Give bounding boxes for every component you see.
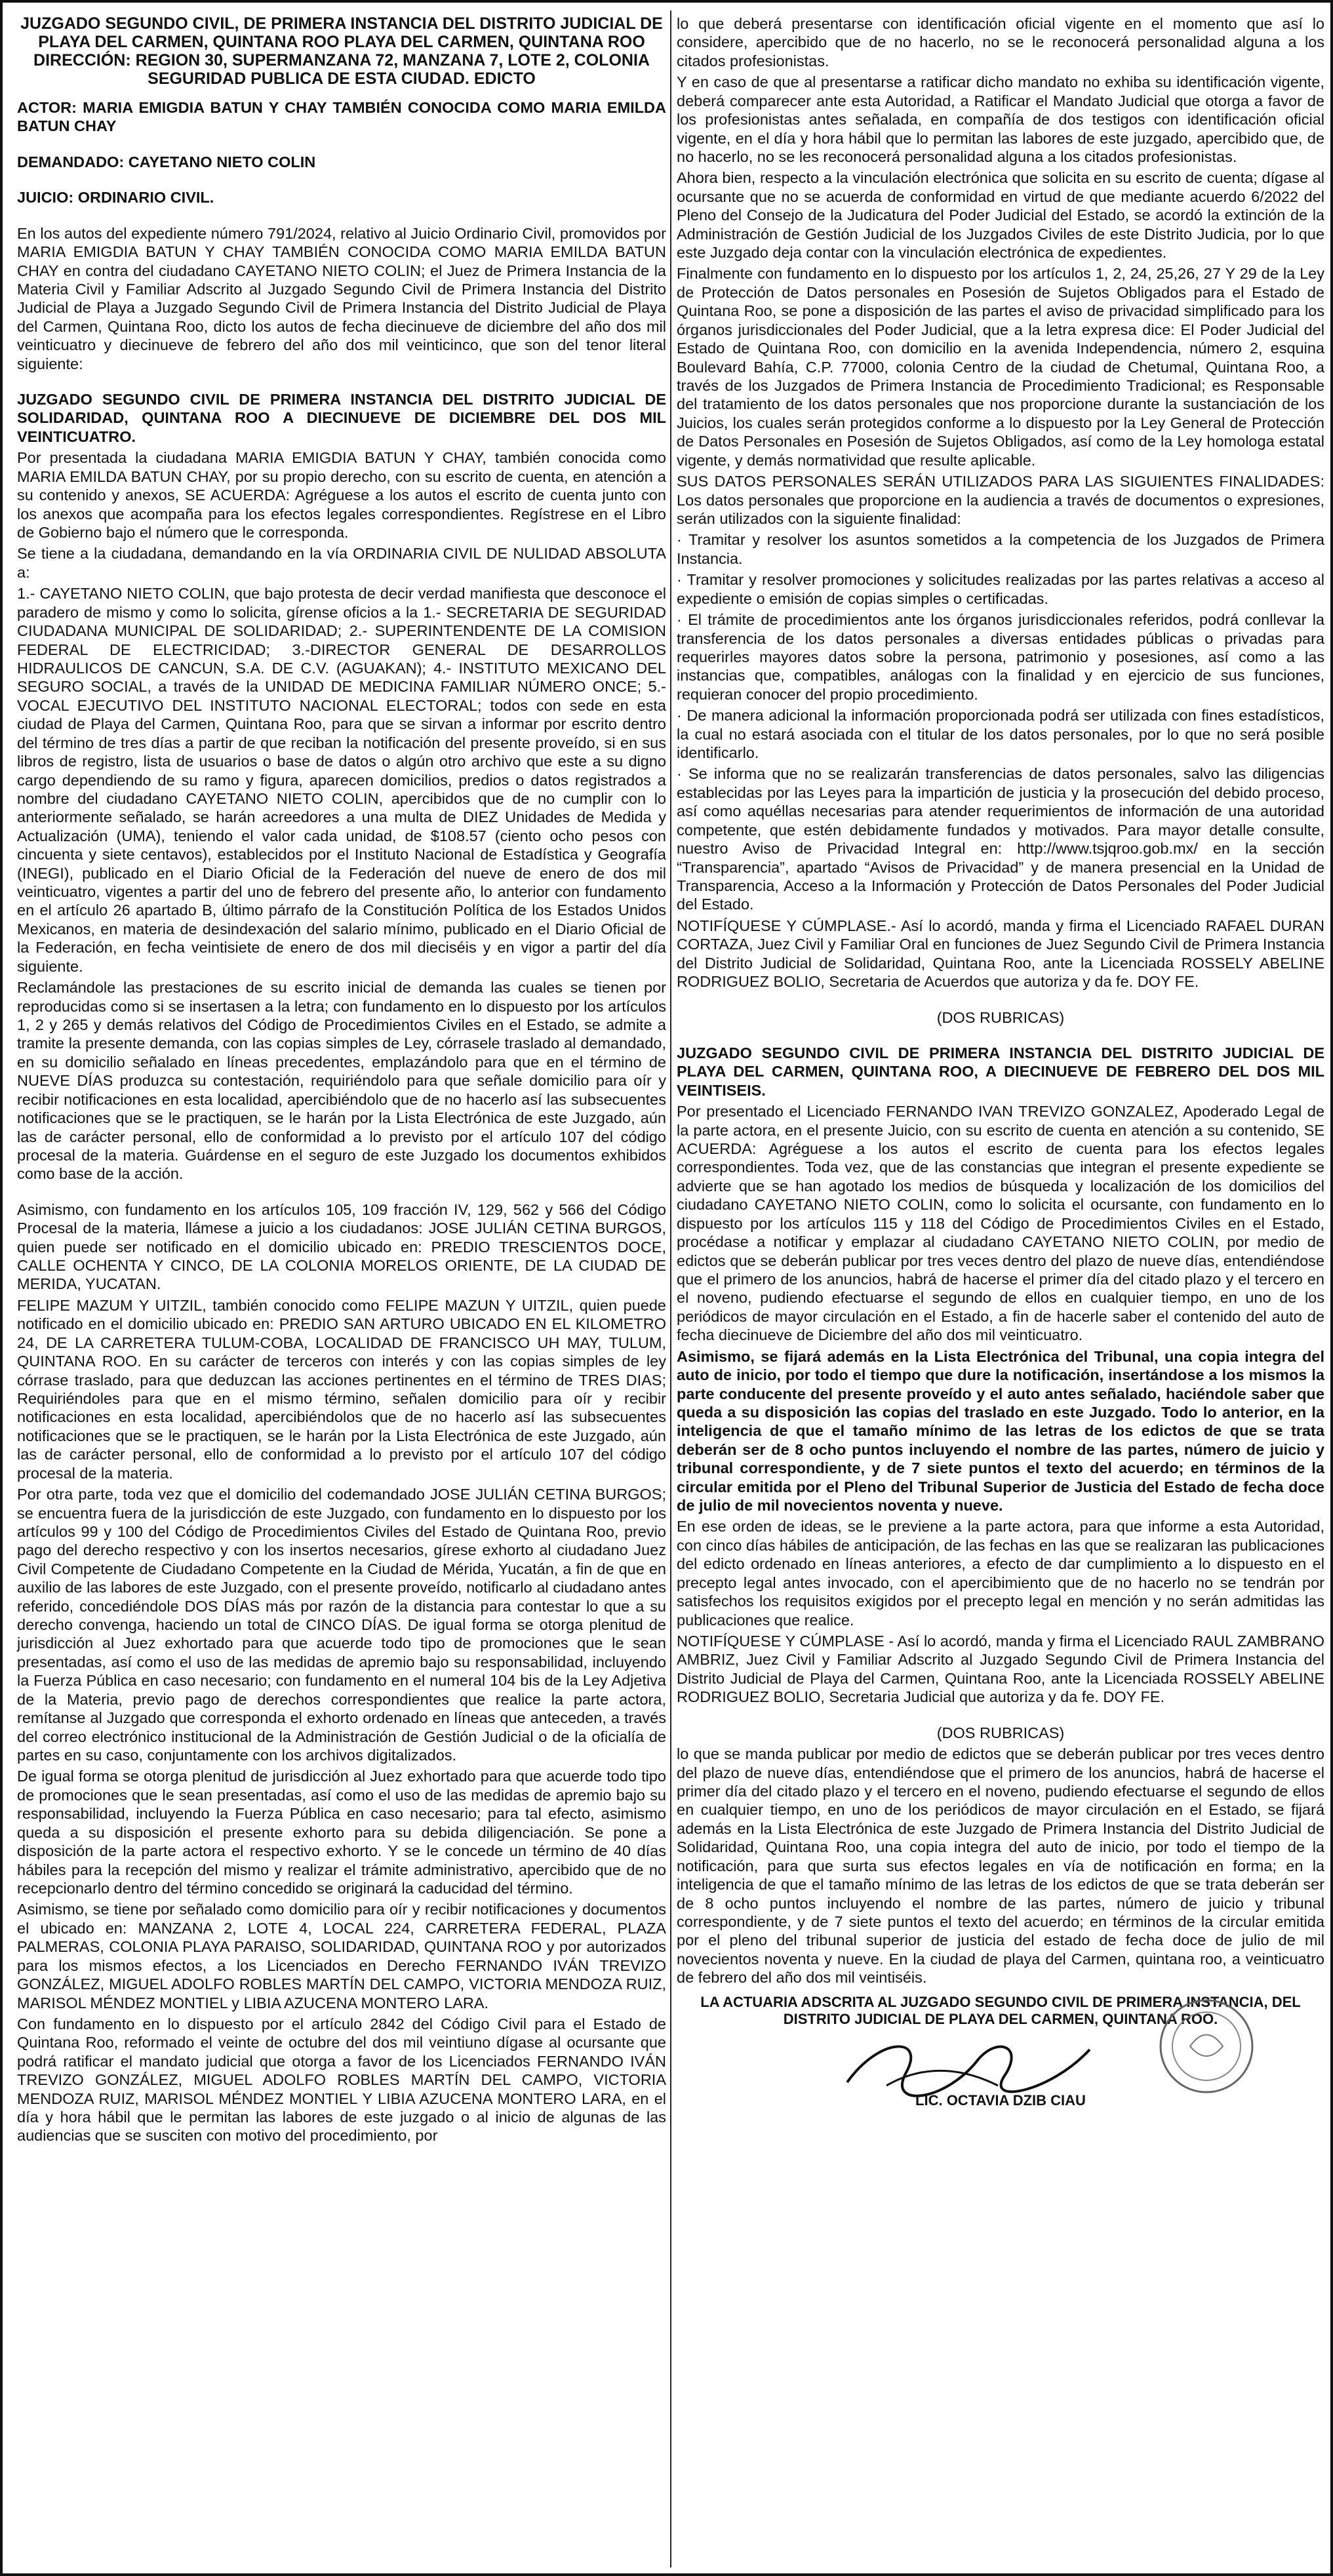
spacer	[17, 210, 666, 224]
paragraph-jurisdiccion: De igual forma se otorga plenitud de jurisdicción al Juez exhortado para que acuerde todo tipo de promociones que le sean presentadas, así como el uso de las medidas de apremio bajo su responsabilidad, incluyendo la Fuerza Pública en caso necesario; para tal efecto, asimismo queda a su disposición el presente exhorto para su debida diligenciación. Se pone a disposición de la parte actora el respectivo exhorto. Y se le concede un término de 40 días hábiles para la recepción del mismo y realizar el trámite administrativo, apercibido que de no recepcionarlo dentro del término concedido se originará la caducidad del término.	[17, 1768, 666, 1897]
spacer	[17, 376, 666, 390]
spacer	[677, 1029, 1324, 1044]
paragraph-exhorto: Por otra parte, toda vez que el domicilio del codemandado JOSE JULIÁN CETINA BURGOS; se encuentra fuera de la jurisdicción de este Juzgado, con fundamento en lo dispuesto por los artículos 99 y 100 del Código de Procedimientos Civiles del Estado de Quintana Roo, previo pago del derecho respectivo y con los insertos necesarios, gírese exhorto al ciudadano Juez Civil Competente de Ciudadano Competente en la Ciudad de Mérida, Yucatán, a fin de que en auxilio de las labores de este Juzgado, con el presente proveído, notificarlo al ciudadano antes referido, concediéndole DOS DÍAS más por razón de la distancia para contestar lo que a su derecho convenga, haciendo un total de CINCO DÍAS. De igual forma se otorga plenitud de jurisdicción al Juez exhortado para que acuerde todo tipo de promociones que le sean presentadas, así como el uso de las medidas de apremio bajo su responsabilidad, incluyendo la Fuerza Pública en caso necesario; con fundamento en el numeral 104 bis de la Ley Adjetiva de la Materia, previo pago de derechos correspondientes que realice la parte actora, remítanse al Juzgado que corresponda el exhorto ordenado en líneas que anteceden, a través del correo electrónico institucional de la Administración de Gestión Judicial o de la oficialía de partes en su caso, conjuntamente con los archivos digitalizados.	[17, 1486, 666, 1764]
actuaria-name: LIC. OCTAVIA DZIB CIAU	[915, 2091, 1086, 2109]
court-seal-icon	[1128, 1994, 1285, 2105]
paragraph-datos: Finalmente con fundamento en lo dispuesto por los artículos 1, 2, 24, 25,26, 27 Y 29 de la Ley de Protección de Datos personales en Posesión de Sujetos Obligados para el Estado de Quintana Roo, se pone a disposición de las partes el aviso de privacidad simplificado para los órganos jurisdiccionales del Poder Judicial, que a la letra expresa dice: El Poder Judicial del Estado de Quintana Roo, con domicilio en la avenida Independencia, número 2, esquina Boulevard Bahía, C.P. 77000, colonia Centro de la ciudad de Chetumal, Quintana Roo, a través de los Juzgados de Primera Instancia de Procedimiento Tradicional; es Responsable del tratamiento de los datos personales que nos proporcione durante la sustanciación de los Juicios, los cuales serán protegidos conforme a lo dispuesto por la Ley General de Protección de Datos Personales en Posesión de Sujetos Obligados, así como de la Ley homologa estatal vigente, y demás normatividad que resulte aplicable.	[677, 265, 1324, 469]
paragraph-notifiquese-1: NOTIFÍQUESE Y CÚMPLASE.- Así lo acordó, manda y firma el Licenciado RAFAEL DURAN CORTAZA, Juez Civil y Familiar Oral en funciones de Juez Segundo Civil de Primera Instancia del Distrito Judicial de Solidaridad, Quintana Roo, ante la Licenciada ROSSELY ABELINE RODRIGUEZ BOLIO, Secretaria de Acuerdos que autoriza y da fe. DOY FE.	[677, 917, 1324, 991]
paragraph-edictos: Por presentado el Licenciado FERNANDO IVAN TREVIZO GONZALEZ, Apoderado Legal de la parte actora, en el presente Juicio, con su escrito de cuenta en atención a su contenido, SE ACUERDA: Agréguese a los autos el escrito de cuenta para los efectos legales correspondientes. Toda vez, que de las constancias que integran el presente expediente se advierte que se han agotado los medios de búsqueda y localización de los domicilios del ciudadano CAYETANO NIETO COLIN, como lo solicita el ocursante, con fundamento en lo dispuesto por los artículos 115 y 118 del Código de Procedimientos Civiles en el Estado, procédase a notificar y emplazar al ciudadano CAYETANO NIETO COLIN, por medio de edictos que se deberán publicar por tres veces dentro del plazo de nueve días, entendiéndose que el primero de los anuncios, habrá de hacerse el primer día del citado plazo y el tercero en el noveno, pudiendo efectuarse el segundo de ellos en cualquier tiempo, en uno de los periódicos de mayor circulación en el Estado, a fin de hacerle saber el contenido del auto de fecha diecinueve de Diciembre del año dos mil veinticuatro.	[677, 1103, 1324, 1344]
handwritten-signature-icon	[834, 2023, 1109, 2102]
paragraph-prestaciones: Reclamándole las prestaciones de su escrito inicial de demanda las cuales se tienen por reproducidas como si se insertasen a la letra; con fundamento en lo dispuesto por los artículos 1, 2 y 265 y demás relativos del Código de Procedimientos Civiles en el Estado, se admite a tramite la presente demanda, con las copias simples de Ley, córrasele traslado al demandado, en su domicilio señalado en líneas precedentes, emplazándolo para que en el término de NUEVE DÍAS produzca su contestación, requiriéndolo para que señale domicilio para oír y recibir notificaciones en esta localidad, apercibiéndolo que de no hacerlo así las subsecuentes notificaciones que se le practiquen, se le harán por la Lista Electrónica de este Juzgado, aún las de carácter personal, ello de conformidad a lo previsto por el artículo 107 del código procesal de la materia. Guárdense en el seguro de este Juzgado los documentos exhibidos como base de la acción.	[17, 979, 666, 1183]
paragraph-terceros: Asimismo, con fundamento en los artículos 105, 109 fracción IV, 129, 562 y 566 del Código Procesal de la materia, llámese a juicio a los ciudadanos: JOSE JULIÁN CETINA BURGOS, quien puede ser notificado en el domicilio ubicado en: PREDIO TRESCIENTOS DOCE, CALLE OCHENTA Y CINCO, DE LA COLONIA MORELOS ORIENTE, DE LA CIUDAD DE MERIDA, YUCATAN.	[17, 1200, 666, 1293]
right-column	[677, 14, 1324, 2109]
paragraph-continuation: lo que deberá presentarse con identificación oficial vigente en el momento que así lo considere, apercibido que de no hacerlo, no se le reconocerá personalidad alguna a los citados profesionistas.	[677, 15, 1324, 69]
column-divider	[670, 10, 671, 2567]
left-column	[17, 14, 666, 2148]
bullet-item: · El trámite de procedimientos ante los órganos jurisdiccionales referidos, podrá conllevar la transferencia de los datos personales a diversas entidades públicas o privadas para requerirles mayores datos sobre la persona, patrimonio y posesiones, así como a las instancias que, compatibles, análogas con la finalidad y en ejercicio de sus funciones, requieran conocer del propio procedimiento.	[677, 611, 1324, 703]
paragraph-oficios: 1.- CAYETANO NIETO COLIN, que bajo protesta de decir verdad manifiesta que desconoce el paradero de mismo y como lo solicita, gírense oficios a la 1.- SECRETARIA DE SEGURIDAD CIUDADANA MUNICIPAL DE SOLIDARIDAD; 2.- SUPERINTENDENTE DE LA COMISION FEDERAL DE ELECTRICIDAD; 3.-DIRECTOR GENERAL DE DESARROLLOS HIDRAULICOS DE CANCUN, S.A. DE C.V. (AGUAKAN); 4.- INSTITUTO MEXICANO DEL SEGURO SOCIAL, a través de la UNIDAD DE MEDICINA FAMILIAR NÚMERO ONCE; 5.- VOCAL EJECUTIVO DEL INSTITUTO NACIONAL ELECTORAL; todos con sede en esta ciudad de Playa del Carmen, Quintana Roo, para que se sirvan a informar por escrito dentro del término de tres días a partir de que reciban la notificación del presente proveído, si en sus libros de registro, lista de usuarios o base de datos o algún otro archivo que este a su digno cargo dependiendo de su ramo y figura, aparecen domicilios, predios o datos registrados a nombre del ciudadano CAYETANO NIETO COLIN, apercibidos que de no cumplir con lo anteriormente señalado, se harán acreedores a una multa de DIEZ Unidades de Medida y Actualización (UMA), teniendo el valor cada unidad, de $108.57 (ciento ocho pesos con cincuenta y siete centavos), establecidos por el Instituto Nacional de Estadística y Geografía (INEGI), publicado en el Diario Oficial de la Federación del nueve de enero de dos mil veinticuatro, vigentes a partir del uno de febrero del presente año, lo anterior con fundamento en el artículo 26 apartado B, último párrafo de la Constitución Política de los Estados Unidos Mexicanos, en materia de desindexación del salario mínimo, publicado en el Diario Oficial de la Federación, en fecha veintisiete de enero de dos mil dieciséis y en vigor a partir del día siguiente.	[17, 585, 666, 975]
paragraph-mandato: Con fundamento en lo dispuesto por el artículo 2842 del Código Civil para el Estado de Quintana Roo, reformado el veinte de octubre del dos mil veintiuno dígase al ocursante que podrá ratificar el mandato judicial que otorga a favor de los Licenciados FERNANDO IVÁN TREVIZO GONZÁLEZ, MIGUEL ADOLFO ROBLES MARTÍN DEL CAMPO, VICTORIA MENDOZA RUIZ, MARISOL MÉNDEZ MONTIEL Y LIBIA AZUCENA MONTERO LARA, en el día y hora hábil que le permitan las labores de este juzgado o al inicio de algunas de las audiencias que se susciten con motivo del procedimiento, por	[17, 2015, 666, 2145]
paragraph-ratificar: Y en caso de que al presentarse a ratificar dicho mandato no exhiba su identificación vigente, deberá comparecer ante esta Autoridad, a Ratificar el Mandato Judicial que otorga a favor de los profesionistas antes señalada, en compañía de dos testigos con identificación oficial vigente, en el día y hora hábil que lo permitan las labores de este juzgado, apercibido que, de no hacerlo, no se les reconocerá personalidad alguna a los citados profesionistas.	[677, 73, 1324, 165]
order-heading-1: JUZGADO SEGUNDO CIVIL DE PRIMERA INSTANCIA DEL DISTRITO JUDICIAL DE SOLIDARIDAD, QUINTANA ROO A DIECINUEVE DE DICIEMBRE DEL DOS MIL VEINTICUATRO.	[17, 391, 666, 445]
paragraph-domicilio: Asimismo, se tiene por señalado como domicilio para oír y recibir notificaciones y documentos el ubicado en: MANZANA 2, LOTE 4, LOCAL 224, CARRETERA FEDERAL, PLAZA PALMERAS, COLONIA PLAYA PARAISO, SOLIDARIDAD, QUINTANA ROO y por autorizados para los mismos efectos, a los Licenciados en Derecho FERNANDO IVÁN TREVIZO GONZÁLEZ, MIGUEL ADOLFO ROBLES MARTÍN DEL CAMPO, VICTORIA MENDOZA RUIZ, MARISOL MÉNDEZ MONTIEL y LIBIA AZUCENA MONTERO LARA.	[17, 1901, 666, 2011]
demandado-line: DEMANDADO: CAYETANO NIETO COLIN	[17, 153, 316, 170]
paragraph-notifiquese-2: NOTIFÍQUESE Y CÚMPLASE - Así lo acordó, manda y firma el Licenciado RAUL ZAMBRANO AMBRIZ, Juez Civil y Familiar Adscrito al Juzgado Segundo Civil de Primera Instancia del Distrito Judicial de Playa del Carmen, Quintana Roo, ante la Licenciada ROSSELY ABELINE RODRIGUEZ BOLIO, Secretaria Judicial que autoriza y da fe. DOY FE.	[677, 1633, 1324, 1706]
bullet-item: · Tramitar y resolver promociones y solicitudes realizadas por las partes relativas a acceso al expediente o emisión de copias simples o certificadas.	[677, 571, 1324, 607]
bullet-item: · Se informa que no se realizarán transferencias de datos personales, salvo las diligencias establecidas por las Leyes para la impartición de justicia y la prosecución del debido proceso, así como aquéllas necesarias para atender requerimientos de información de una autoridad competente, que estén debidamente fundados y motivados. Para mayor detalle consulte, nuestro Aviso de Privacidad Integral en: http://www.tsjqroo.gob.mx/ en la sección “Transparencia”, apartado “Avisos de Privacidad” y de manera presencial en la Unidad de Transparencia, Acceso a la Información y Protección de Datos Personales del Poder Judicial del Estado.	[677, 765, 1324, 913]
paragraph-vinculacion: Ahora bien, respecto a la vinculación electrónica que solicita en su escrito de cuenta; dígase al ocursante que no se acuerda de conformidad en virtud de que mediante acuerdo 6/2022 del Pleno del Consejo de la Judicatura del Poder Judicial del Estado, se acordó la extinción de la Administración de Gestión Judicial de los Juzgados Civiles de este Distrito Judicia, por lo que este Juzgado deja contar con la vinculación electrónica de expedientes.	[677, 169, 1324, 262]
order-heading-2: JUZGADO SEGUNDO CIVIL DE PRIMERA INSTANCIA DEL DISTRITO JUDICIAL DE PLAYA DEL CARMEN, QUINTANA ROO, A DIECINUEVE DE FEBRERO DEL DOS MIL VEINTISEIS.	[677, 1044, 1324, 1099]
paragraph-finalidades: SUS DATOS PERSONALES SERÁN UTILIZADOS PARA LAS SIGUIENTES FINALIDADES: Los datos personales que proporcione en la audiencia a través de documentos o expresiones, serán utilizados con la siguiente finalidad:	[677, 473, 1324, 527]
paragraph-lista: Asimismo, se fijará además en la Lista Electrónica del Tribunal, una copia integra del auto de inicio, por todo el tiempo que dure la notificación, insertándose a los mismos la parte conducente del presente proveído y el auto antes señalado, haciéndole saber que queda a su disposición las copias del traslado en este Juzgado. Todo lo anterior, en la inteligencia de que el tamaño mínimo de las letras de los edictos de que se trata deberán ser de 8 ocho puntos incluyendo el nombre de las partes, número de juicio y tribunal correspondiente, y de 7 siete puntos el texto del acuerdo; en términos de la circular emitida por el Pleno del Tribunal Superior de Justicia del Estado de fecha doce de julio de mil novecientos noventa y nueve.	[677, 1347, 1324, 1515]
juicio-line: JUICIO: ORDINARIO CIVIL.	[17, 189, 214, 207]
spacer	[17, 138, 666, 153]
rubricas-2: (DOS RUBRICAS)	[936, 1724, 1065, 1741]
spacer	[677, 1709, 1324, 1724]
actuaria-title: LA ACTUARIA ADSCRITA AL JUZGADO SEGUNDO CIVIL DE PRIMERA INSTANCIA, DEL DISTRITO JUDICIAL DE PLAYA DEL CARMEN, QUINTANA ROO.	[700, 1993, 1301, 2027]
court-header: JUZGADO SEGUNDO CIVIL, DE PRIMERA INSTANCIA DEL DISTRITO JUDICIAL DE PLAYA DEL CARMEN, QUINTANA ROO PLAYA DEL CARMEN, QUINTANA ROO DIRECCIÓN: REGION 30, SUPERMANZANA 72, MANZANA 7, LOTE 2, COLONIA SEGURIDAD PUBLICA DE ESTA CIUDAD. EDICTO	[20, 14, 663, 88]
paragraph-previene: En ese orden de ideas, se le previene a la parte actora, para que informe a esta Autoridad, con cinco días hábiles de anticipación, de las fechas en las que se realizaran las publicaciones del edicto ordenado en líneas anteriores, a efecto de dar cumplimiento a lo dispuesto en el precepto legal antes invocado, con el apercibimiento que de no hacerlo no se tendrán por satisfechos los requisitos exigidos por el precepto legal en mención y no serán admitidas las publicaciones que realice.	[677, 1518, 1324, 1629]
rubricas-1: (DOS RUBRICAS)	[936, 1008, 1065, 1026]
paragraph-felipe: FELIPE MAZUM Y UITZIL, también conocido como FELIPE MAZUN Y UITZIL, quien puede notificado en el domicilio ubicado en: PREDIO SAN ARTURO UBICADO EN EL KILOMETRO 24, DE LA CARRETERA TULUM-COBA, LOCALIDAD DE FRANCISCO UH MAY, TULUM, QUINTANA ROO. En su carácter de terceros con interés y con las copias simples de ley córrase traslado, para que deduzcan las acciones pertinentes en el término de TRES DIAS; Requiriéndoles para que en el mismo término, señalen domicilio para oír y recibir notificaciones en esta localidad, apercibiéndolos que de no hacerlo así las subsecuentes notificaciones que se le practiquen, se le harán por la Lista Electrónica de este Juzgado, aún las de carácter personal, ello de conformidad a lo previsto por el artículo 107 del código procesal de la materia.	[17, 1296, 666, 1482]
paragraph-acuerda: Por presentada la ciudadana MARIA EMIGDIA BATUN Y CHAY, también conocida como MARIA EMILDA BATUN CHAY, por su propio derecho, con su escrito de cuenta, en atención a su contenido y anexos, SE ACUERDA: Agréguese a los autos el escrito de cuenta junto con los anexos que acompaña para los efectos legales correspondientes. Regístrese en el Libro de Gobierno bajo el número que le corresponda.	[17, 449, 666, 542]
spacer	[17, 174, 666, 188]
signature-block	[677, 1993, 1324, 2109]
spacer	[677, 994, 1324, 1008]
spacer	[17, 1186, 666, 1200]
bullet-item: · Tramitar y resolver los asuntos sometidos a la competencia de los Juzgados de Primera Instancia.	[677, 531, 1324, 567]
bullet-item: · De manera adicional la información proporcionada podrá ser utilizada con fines estadísticos, la cual no estará asociada con el titular de los datos personales, por lo que no será posible identificarlo.	[677, 707, 1324, 762]
paragraph-publicar: lo que se manda publicar por medio de edictos que se deberán publicar por tres veces dentro del plazo de nueve días, entendiéndose que el primero de los anuncios, habrá de hacerse el primer día del citado plazo y el tercero en el noveno, pudiendo efectuarse el segundo de ellos en cualquier tiempo, en uno de los periódicos de mayor circulación en el Estado, se fijará además en la Lista Electrónica de este Juzgado de Primera Instancia del Distrito Judicial de Solidaridad, Quintana Roo, una copia integra del auto de inicio, por todo el tiempo de la notificación, para que surta sus efectos legales en vía de notificación en forma; en la inteligencia de que el tamaño mínimo de las letras de los edictos de que se trata deberán ser de 8 ocho puntos incluyendo el nombre de las partes, número de juicio y tribunal correspondiente, y de 7 siete puntos el texto del acuerdo; en términos de la circular emitida por el pleno del tribunal superior de justicia del estado de fecha doce de julio de mil novecientos noventa y nueve. En la ciudad de playa del Carmen, quintana roo, a veinticuatro de febrero del año dos mil veintiséis.	[677, 1745, 1324, 1987]
actor-line: ACTOR: MARIA EMIGDIA BATUN Y CHAY TAMBIÉN CONOCIDA COMO MARIA EMILDA BATUN CHAY	[17, 99, 666, 135]
intro-paragraph: En los autos del expediente número 791/2024, relativo al Juicio Ordinario Civil, promovidos por MARIA EMIGDIA BATUN Y CHAY TAMBIÉN CONOCIDA COMO MARIA EMILDA BATUN CHAY en contra del ciudadano CAYETANO NIETO COLIN; el Juez de Primera Instancia de la Materia Civil y Familiar Adscrito al Juzgado Segundo Civil de Primera Instancia del Distrito Judicial de Playa a Juzgado Segundo Civil de Primera Instancia del Distrito Judicial de Playa del Carmen, Quintana Roo, dicto los autos de fecha diecinueve de diciembre del año dos mil veinticuatro y diecinueve de febrero del año dos mil veinticinco, que son del tenor literal siguiente:	[17, 224, 666, 372]
paragraph-demanda: Se tiene a la ciudadana, demandando en la vía ORDINARIA CIVIL DE NULIDAD ABSOLUTA a:	[17, 545, 666, 581]
